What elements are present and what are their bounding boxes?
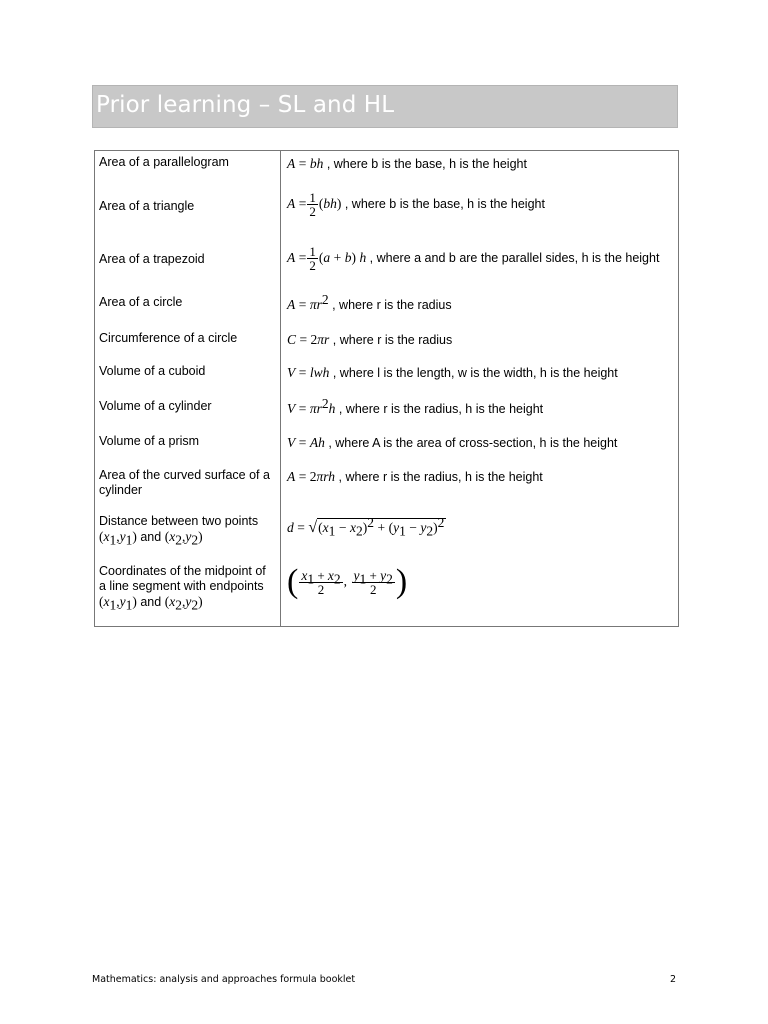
row-formula-midpoint: ( $\frac{x_1 + x_2}{2}$ , $\frac{y_1 + y_2}{2}$ ) <box>287 563 408 600</box>
row-formula-text: , where b is the base, h is the height <box>326 157 527 171</box>
row-formula-text: , where l is the length, w is the width, h is the height <box>332 366 618 380</box>
row-formula-text: , where r is the radius, h is the height <box>338 402 544 416</box>
footer-booklet-title: Mathematics: analysis and approaches formula booklet <box>92 974 356 985</box>
row-formula-trapezoid: A = $\frac{1}{2}$ (a + b) h , where a and b are the parallel sides, h is the height <box>287 244 660 273</box>
row-formula-text: , where b is the base, h is the height <box>344 196 545 211</box>
footer-page-number: 2 <box>670 974 677 985</box>
row-label-circumference: Circumference of a circle <box>99 331 238 345</box>
row-formula-text: , where a and b are the parallel sides, h is the height <box>369 250 660 265</box>
section-banner <box>92 85 678 128</box>
row-formula-text: , where A is the area of cross-section, h is the height <box>328 436 618 450</box>
row-formula-text: , where r is the radius <box>332 298 452 312</box>
row-label-cuboid: Volume of a cuboid <box>99 364 206 378</box>
row-label-curved-surface: Area of the curved surface of a cylinder <box>99 468 270 497</box>
formula-table <box>94 150 679 627</box>
row-label-circle-area: Area of a circle <box>99 295 183 309</box>
row-label-distance: Distance between two points $(x_1,y_1)$ and $(x_2,y_2)$ <box>99 514 259 548</box>
row-label-trapezoid: Area of a trapezoid <box>99 252 205 266</box>
row-formula-cuboid: V = lwh , where l is the length, w is the width, h is the height <box>287 365 618 380</box>
row-formula-distance: $d = √(x_1 - x_2)^2 + (y_1 - y_2)^2$ <box>287 514 445 539</box>
row-label-parallelogram: Area of a parallelogram <box>99 155 229 169</box>
row-label-prism: Volume of a prism <box>99 434 200 448</box>
row-formula-text: , where r is the radius <box>332 333 453 347</box>
row-formula-circle-area: $A = \pi r^2$ , where r is the radius <box>287 291 452 312</box>
column-divider <box>280 151 281 626</box>
row-label-text: Distance between two points <box>99 514 259 528</box>
row-formula-prism: V = Ah , where A is the area of cross-section, h is the height <box>287 435 618 450</box>
row-formula-parallelogram: A = bh , where b is the base, h is the height <box>287 156 527 171</box>
row-formula-curved-surface: A = 2πrh , where r is the radius, h is the height <box>287 469 543 484</box>
row-label-midpoint: Coordinates of the midpoint of a line segment with endpoints $(x_1,y_1)$ and $(x_2,y_2)$ <box>99 564 266 613</box>
row-label-cylinder: Volume of a cylinder <box>99 399 212 413</box>
section-title: Prior learning – SL and HL <box>96 92 395 118</box>
row-formula-circumference: C = 2πr , where r is the radius <box>287 332 453 347</box>
row-label-text: Coordinates of the midpoint of a line segment with endpoints <box>99 564 266 593</box>
row-formula-triangle: A = $\frac{1}{2}$ (bh) , where b is the base, h is the height <box>287 190 545 219</box>
row-formula-text: , where r is the radius, h is the height <box>338 470 543 484</box>
row-formula-cylinder: $V = \pi r^2h$ , where r is the radius, h is the height <box>287 395 544 416</box>
row-label-triangle: Area of a triangle <box>99 199 195 213</box>
